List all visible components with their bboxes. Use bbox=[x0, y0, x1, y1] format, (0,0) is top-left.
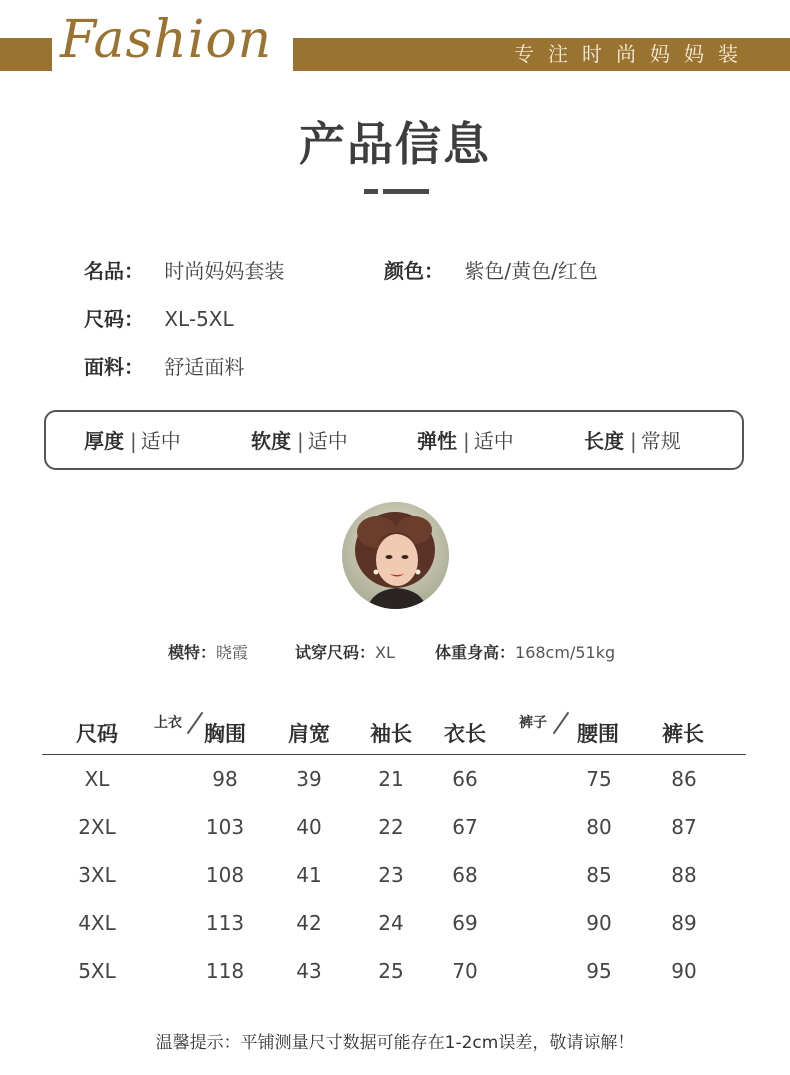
table-cell: 41 bbox=[296, 863, 322, 887]
model-size-label: 试穿尺码： bbox=[295, 643, 376, 662]
attribute-separator: | bbox=[130, 429, 137, 453]
model-name-value: 晓霞 bbox=[216, 643, 249, 662]
table-divider bbox=[42, 754, 746, 755]
table-header-waist: 腰围 bbox=[577, 722, 619, 746]
table-cell: 108 bbox=[205, 863, 245, 887]
table-cell: 42 bbox=[296, 911, 322, 935]
info-fabric bbox=[84, 353, 244, 381]
table-cell: 67 bbox=[452, 815, 478, 839]
info-size-label: 尺码： bbox=[84, 307, 144, 331]
info-size bbox=[84, 305, 234, 333]
attribute-value: 适中 bbox=[307, 429, 348, 453]
model-body-label: 体重身高： bbox=[435, 643, 516, 662]
info-color bbox=[384, 257, 598, 285]
title-divider-short bbox=[364, 189, 378, 194]
attribute-thickness bbox=[84, 427, 181, 455]
table-cell: 2XL bbox=[78, 815, 116, 839]
model-body bbox=[435, 641, 615, 665]
table-cell: 118 bbox=[205, 959, 245, 983]
table-cell: 39 bbox=[296, 767, 322, 791]
model-size bbox=[295, 641, 395, 665]
info-name-label: 名品： bbox=[84, 259, 144, 283]
table-cell: 21 bbox=[378, 767, 404, 791]
attribute-key: 厚度 bbox=[84, 429, 124, 453]
table-cell: 113 bbox=[205, 911, 245, 935]
table-cell: 85 bbox=[586, 863, 612, 887]
table-cell: 3XL bbox=[78, 863, 116, 887]
attribute-value: 常规 bbox=[640, 429, 681, 453]
table-cell: 4XL bbox=[78, 911, 116, 935]
table-group-slash bbox=[187, 712, 204, 734]
table-header-pants-length: 裤长 bbox=[662, 722, 704, 746]
attribute-value: 适中 bbox=[140, 429, 181, 453]
model-avatar bbox=[342, 502, 449, 609]
table-cell: 40 bbox=[296, 815, 322, 839]
info-name-value: 时尚妈妈套装 bbox=[164, 259, 285, 283]
attribute-length bbox=[584, 427, 681, 455]
attributes-box bbox=[44, 410, 744, 470]
table-cell: 75 bbox=[586, 767, 612, 791]
table-group-slash bbox=[553, 712, 570, 734]
page-title: 产品信息 bbox=[299, 117, 491, 171]
table-group-pants: 裤子 bbox=[519, 715, 547, 731]
table-cell: 68 bbox=[452, 863, 478, 887]
info-color-value: 紫色/黄色/红色 bbox=[464, 259, 598, 283]
info-color-label: 颜色： bbox=[384, 259, 444, 283]
table-cell: 22 bbox=[378, 815, 404, 839]
attribute-key: 长度 bbox=[584, 429, 624, 453]
header-band-left bbox=[0, 38, 52, 71]
fashion-logo: Fashion bbox=[60, 10, 273, 70]
table-cell: 90 bbox=[586, 911, 612, 935]
attribute-softness bbox=[251, 427, 348, 455]
table-group-top: 上衣 bbox=[154, 715, 182, 731]
attribute-key: 软度 bbox=[251, 429, 291, 453]
table-header-shoulder: 肩宽 bbox=[288, 722, 330, 746]
table-cell: 25 bbox=[378, 959, 404, 983]
model-name-label: 模特： bbox=[168, 643, 217, 662]
measurement-note: 温馨提示：平铺测量尺寸数据可能存在1-2cm误差，敬请谅解！ bbox=[155, 1033, 635, 1053]
model-name bbox=[168, 641, 248, 665]
table-cell: 24 bbox=[378, 911, 404, 935]
attribute-separator: | bbox=[630, 429, 637, 453]
table-cell: 86 bbox=[671, 767, 697, 791]
header-slogan: 专注时尚妈妈装 bbox=[514, 42, 752, 66]
table-cell: 70 bbox=[452, 959, 478, 983]
table-cell: 98 bbox=[212, 767, 238, 791]
table-cell: 103 bbox=[205, 815, 245, 839]
table-cell: 23 bbox=[378, 863, 404, 887]
info-size-value: XL-5XL bbox=[164, 307, 234, 331]
model-portrait-icon bbox=[342, 502, 449, 609]
table-header-sleeve: 袖长 bbox=[370, 722, 412, 746]
title-divider-long bbox=[383, 189, 429, 194]
table-header-size: 尺码 bbox=[76, 722, 118, 746]
table-cell: 87 bbox=[671, 815, 697, 839]
table-cell: 80 bbox=[586, 815, 612, 839]
table-header-top-length: 衣长 bbox=[444, 722, 486, 746]
attribute-key: 弹性 bbox=[417, 429, 457, 453]
info-fabric-label: 面料： bbox=[84, 355, 144, 379]
table-cell: 5XL bbox=[78, 959, 116, 983]
table-cell: 66 bbox=[452, 767, 478, 791]
attribute-separator: | bbox=[297, 429, 304, 453]
table-cell: 88 bbox=[671, 863, 697, 887]
info-fabric-value: 舒适面料 bbox=[164, 355, 245, 379]
attribute-separator: | bbox=[463, 429, 470, 453]
table-cell: 90 bbox=[671, 959, 697, 983]
table-cell: 89 bbox=[671, 911, 697, 935]
attribute-elasticity bbox=[417, 427, 514, 455]
table-cell: 95 bbox=[586, 959, 612, 983]
info-name bbox=[84, 257, 284, 285]
table-cell: XL bbox=[84, 767, 110, 791]
attribute-value: 适中 bbox=[473, 429, 514, 453]
model-size-value: XL bbox=[375, 643, 395, 662]
table-header-chest: 胸围 bbox=[204, 722, 246, 746]
model-body-value: 168cm/51kg bbox=[515, 643, 616, 662]
table-cell: 43 bbox=[296, 959, 322, 983]
table-cell: 69 bbox=[452, 911, 478, 935]
